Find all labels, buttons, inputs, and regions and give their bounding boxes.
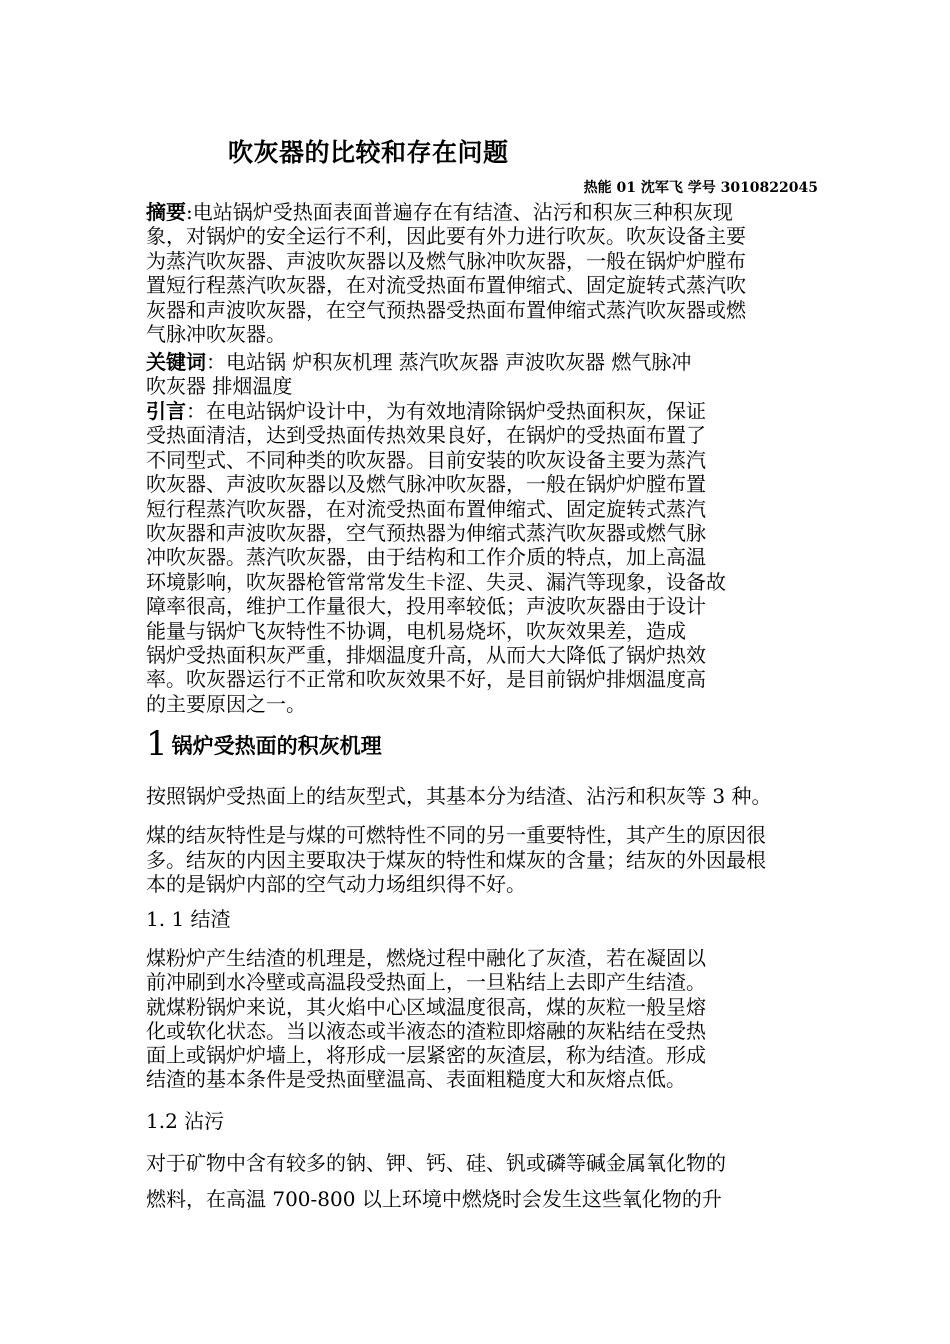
body-line: 燃料，在高温 700-800 以上环境中燃烧时会发生这些氧化物的升 <box>146 1187 722 1211</box>
body-line: 煤粉炉产生结渣的机理是，燃烧过程中融化了灰渣，若在凝固以 <box>146 946 706 970</box>
keywords-line: 吹灰器 排烟温度 <box>146 374 293 399</box>
intro-line: 短行程蒸汽吹灰器，在对流受热面布置伸缩式、固定旋转式蒸汽 <box>146 496 706 521</box>
section-title: 锅炉受热面的积灰机理 <box>171 733 382 758</box>
body-line: 按照锅炉受热面上的结灰型式，其基本分为结渣、沾污和积灰等 3 种。 <box>146 784 772 808</box>
abstract-line: 置短行程蒸汽吹灰器，在对流受热面布置伸缩式、固定旋转式蒸汽吹 <box>146 273 746 298</box>
subsection-heading <box>146 907 231 931</box>
keywords-line <box>146 350 691 374</box>
abstract-line: 气脉冲吹灰器。 <box>146 322 286 347</box>
keywords-label: 关键词 <box>146 350 206 374</box>
keywords-text: 电站锅 炉积灰机理 蒸汽吹灰器 声波吹灰器 燃气脉冲 <box>226 350 692 374</box>
intro-line: 吹灰器、声波吹灰器以及燃气脉冲吹灰器，一般在锅炉炉膛布置 <box>146 472 706 497</box>
intro-paragraph <box>146 399 726 716</box>
abstract-line: 灰器和声波吹灰器，在空气预热器受热面布置伸缩式蒸汽吹灰器或燃 <box>146 297 746 322</box>
keywords-separator: ： <box>206 350 226 374</box>
body-paragraph <box>146 1145 726 1217</box>
abstract-text: 电站锅炉受热面表面普遍存在有结渣、沾污和积灰三种积灰现 <box>192 200 733 224</box>
intro-text: 在电站锅炉设计中，为有效地清除锅炉受热面积灰，保证 <box>206 399 706 423</box>
abstract-line: 为蒸汽吹灰器、声波吹灰器以及燃气脉冲吹灰器，一般在锅炉炉膛布 <box>146 248 746 273</box>
body-line: 结渣的基本条件是受热面壁温高、表面粗糙度大和灰熔点低。 <box>146 1067 686 1092</box>
intro-line: 障率很高，维护工作量很大，投用率较低；声波吹灰器由于设计 <box>146 594 706 619</box>
subsection-title: 1. 1 结渣 <box>146 907 231 931</box>
section-number: 1 <box>146 724 168 764</box>
intro-line <box>146 399 726 423</box>
body-line: 面上或锅炉炉墙上，将形成一层紧密的灰渣层，称为结渣。形成 <box>146 1043 706 1068</box>
body-paragraph <box>146 784 771 808</box>
intro-line: 环境影响，吹灰器枪管常常发生卡涩、失灵、漏汽等现象，设备故 <box>146 569 726 594</box>
intro-separator: ： <box>186 399 206 423</box>
intro-line: 不同型式、不同种类的吹灰器。目前安装的吹灰设备主要为蒸汽 <box>146 447 706 472</box>
subsection-heading <box>146 1109 224 1133</box>
intro-line: 受热面清洁，达到受热面传热效果良好，在锅炉的受热面布置了 <box>146 423 706 448</box>
abstract-line <box>146 200 746 224</box>
abstract-label: 摘要 <box>146 200 186 224</box>
intro-line: 吹灰器和声波吹灰器，空气预热器为伸缩式蒸汽吹灰器或燃气脉 <box>146 521 706 546</box>
intro-line: 冲吹灰器。蒸汽吹灰器，由于结构和工作介质的特点，加上高温 <box>146 545 706 570</box>
section-heading <box>146 724 382 764</box>
intro-label: 引言 <box>146 399 186 423</box>
abstract-separator: : <box>186 200 193 224</box>
author-line: 热能 01 沈军飞 学号 3010822045 <box>583 180 818 196</box>
intro-line: 率。吹灰器运行不正常和吹灰效果不好，是目前锅炉排烟温度高 <box>146 667 706 692</box>
intro-line: 锅炉受热面积灰严重，排烟温度升高，从而大大降低了锅炉热效 <box>146 643 706 668</box>
body-line: 化或软化状态。当以液态或半液态的渣粒即熔融的灰粘结在受热 <box>146 1018 706 1043</box>
document-title: 吹灰器的比较和存在问题 <box>228 138 509 167</box>
keywords-paragraph <box>146 350 691 399</box>
body-paragraph <box>146 946 706 1092</box>
body-line: 煤的结灰特性是与煤的可燃特性不同的另一重要特性，其产生的原因很 <box>146 823 766 847</box>
abstract-paragraph <box>146 200 746 346</box>
body-line: 多。结灰的内因主要取决于煤灰的特性和煤灰的含量；结灰的外因最根 <box>146 847 766 872</box>
body-line: 本的是锅炉内部的空气动力场组织得不好。 <box>146 872 526 896</box>
intro-line: 能量与锅炉飞灰特性不协调，电机易烧坏，吹灰效果差，造成 <box>146 618 686 643</box>
subsection-title: 1.2 沾污 <box>146 1109 225 1133</box>
body-line: 对于矿物中含有较多的钠、钾、钙、硅、钒或磷等碱金属氧化物的 <box>146 1151 726 1175</box>
body-paragraph <box>146 823 766 897</box>
abstract-line: 象，对锅炉的安全运行不利，因此要有外力进行吹灰。吹灰设备主要 <box>146 224 746 249</box>
body-line: 就煤粉锅炉来说，其火焰中心区域温度很高，煤的灰粒一般呈熔 <box>146 994 706 1019</box>
body-line: 前冲刷到水冷壁或高温段受热面上，一旦粘结上去即产生结渣。 <box>146 970 706 995</box>
intro-line: 的主要原因之一。 <box>146 691 306 716</box>
